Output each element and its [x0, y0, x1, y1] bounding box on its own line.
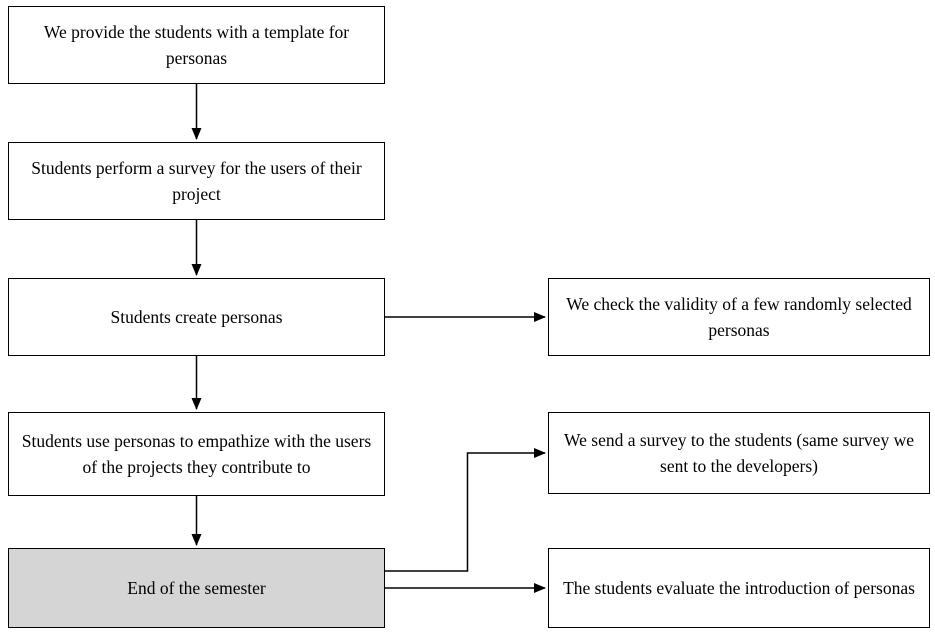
node-send-survey	[548, 412, 930, 494]
node-survey-users	[8, 142, 385, 220]
node-survey-users-label: Students perform a survey for the users of their project	[31, 157, 362, 204]
node-end-semester	[8, 548, 385, 628]
node-check-validity-label: We check the validity of a few randomly selected personas	[566, 293, 912, 340]
node-send-survey-label: We send a survey to the students (same survey we sent to the developers)	[564, 429, 914, 476]
node-create-personas-label: Students create personas	[110, 306, 283, 327]
node-create-personas	[8, 278, 385, 356]
node-provide-template-label: We provide the students with a template for personas	[43, 21, 350, 68]
node-empathize-label: Students use personas to empathize with the users of the projects they contribute to	[21, 430, 372, 477]
node-evaluate-introduction-label: The students evaluate the introduction of personas	[563, 577, 915, 598]
node-end-semester-label: End of the semester	[127, 577, 266, 598]
node-evaluate-introduction	[548, 548, 930, 628]
node-check-validity	[548, 278, 930, 356]
node-provide-template	[8, 6, 385, 84]
node-empathize	[8, 412, 385, 496]
arrow-end-to-send-survey	[385, 453, 545, 571]
